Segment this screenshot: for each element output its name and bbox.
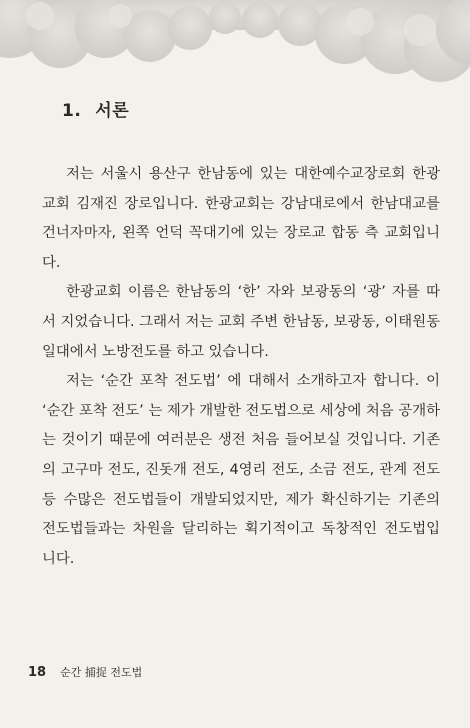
- body-text: [42, 160, 440, 574]
- section-heading: [62, 96, 129, 121]
- paragraph: 한광교회 이름은 한남동의 ‘한’ 자와 보광동의 ‘광’ 자를 따서 지었습니다. 그래서 저는 교회 주변 한남동, 보광동, 이태원동 일대에서 노방전도를 하고 있습니다.: [42, 284, 440, 360]
- section-title: 서론: [95, 101, 130, 121]
- paragraph: 저는 서울시 용산구 한남동에 있는 대한예수교장로회 한광교회 김재진 장로입니다. 한광교회는 강남대로에서 한남대교를 건너자마자, 왼쪽 언덕 꼭대기에 있는 장로교 합동 측 교회입니다.: [42, 166, 440, 271]
- running-title: 순간 捕捉 전도법: [60, 666, 143, 679]
- paragraph: 저는 ‘순간 포착 전도법’ 에 대해서 소개하고자 합니다. 이 ‘순간 포착 전도’ 는 제가 개발한 전도법으로 세상에 처음 공개하는 것이기 때문에 여러분은 생전 처음 들어보실 것입니다. 기존의 고구마 전도, 진돗개 전도, 4영리 전도, 소금 전도, 관계 전도 등 수많은 전도법들이 개발되었지만, 제가 확신하기는 기존의 전도법들과는 차원을 달리하는 획기적이고 독창적인 전도법입니다.: [42, 373, 440, 567]
- page-number: 18: [28, 665, 47, 680]
- page-footer: [28, 664, 142, 680]
- cloud-decoration: [0, 0, 470, 90]
- section-number: 1.: [62, 101, 82, 121]
